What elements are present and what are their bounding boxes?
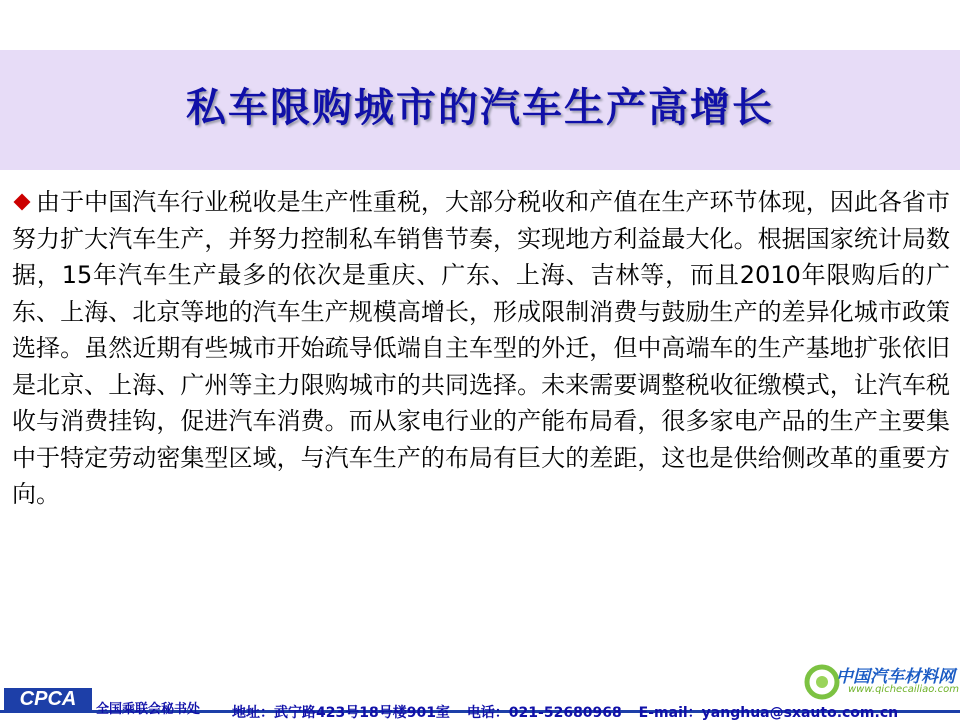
footer-email: E-mail：yanghua@sxauto.com.cn (638, 705, 899, 721)
slide-body (12, 184, 950, 513)
footer-address: 地址：武宁路423号18号楼901室 (232, 705, 450, 721)
footer-org: 全国乘联会秘书处 (96, 702, 201, 717)
cpca-logo: CPCA (4, 688, 92, 713)
watermark-url: www.qichecailiao.com (848, 684, 959, 695)
slide-title: 私车限购城市的汽车生产高增长 (186, 85, 774, 131)
footer-phone: 电话：021-52680968 (466, 705, 622, 721)
body-paragraph: 由于中国汽车行业税收是生产性重税，大部分税收和产值在生产环节体现，因此各省市努力扩大汽车生产，并努力控制私车销售节奏，实现地方利益最大化。根据国家统计局数据，15年汽车生产最多的依次是重庆、广东、上海、吉林等，而且2010年限购后的广东、上海、北京等地的汽车生产规模高增长，形成限制消费与鼓励生产的差异化城市政策选择。虽然近期有些城市开始疏导低端自主车型的外迁，但中高端车的生产基地扩张依旧是北京、上海、广州等主力限购城市的共同选择。未来需要调整税收征缴模式，让汽车税收与消费挂钩，促进汽车消费。而从家电行业的产能布局看，很多家电产品的生产主要集中于特定劳动密集型区域，与汽车生产的布局有巨大的差距，这也是供给侧改革的重要方向。 (12, 188, 950, 508)
footer-contact (232, 702, 910, 722)
diamond-bullet-icon (14, 193, 31, 210)
footer (0, 684, 960, 720)
watermark-text: 中国汽车材料网 (836, 667, 955, 687)
